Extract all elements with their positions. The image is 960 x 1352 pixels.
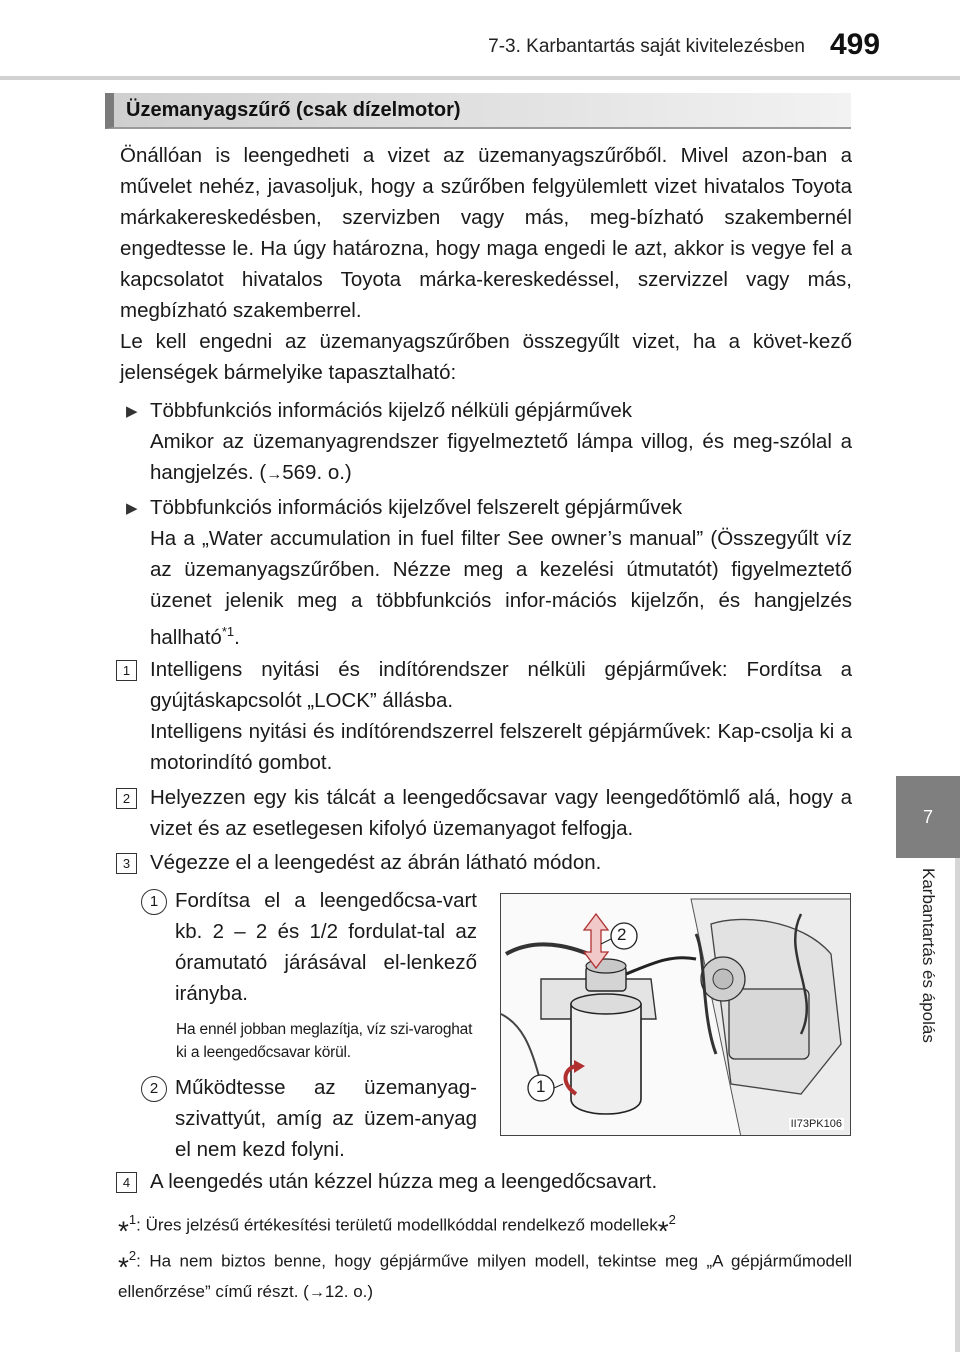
footnote-asterisk: * <box>657 1215 669 1247</box>
footnote-1 <box>118 1208 852 1247</box>
triangle-bullet-icon: ▶ <box>126 403 138 420</box>
chapter-tab: 7 <box>896 776 960 858</box>
footnote-1-num: 1 <box>128 1212 137 1227</box>
substep-circle-number: 1 <box>141 889 167 915</box>
chapter-side-label: Karbantartás és ápolás <box>919 868 938 1043</box>
intro-paragraph-2: Le kell engedni az üzemanyagszűrőben összegyűlt vizet, ha a követ-kező jelenségek bármelyike tapasztalható: <box>120 330 852 384</box>
step-1 <box>150 654 852 778</box>
section-header <box>105 93 851 129</box>
footnote-asterisk: * <box>118 1215 129 1247</box>
header-rule <box>0 76 960 80</box>
figure-callout-2: 2 <box>617 925 627 944</box>
step-number-box: 2 <box>116 788 137 809</box>
step-4-text: A leengedés után kézzel húzza meg a leengedőcsavart. <box>150 1170 658 1193</box>
chapter-header-title: 7-3. Karbantartás saját kivitelezésben <box>488 36 805 57</box>
engine-bay-drawing <box>501 894 851 1136</box>
footnote-asterisk: * <box>118 1251 129 1283</box>
substep-circle-number: 2 <box>141 1076 167 1102</box>
footnote-asterisk: * <box>221 624 227 639</box>
page-ref-arrow-icon: → <box>308 1283 325 1301</box>
footnote-2-ref[interactable]: 12. o.) <box>324 1281 374 1301</box>
condition-1-title: Többfunkciós információs kijelző nélküli gépjárművek <box>150 399 632 422</box>
substep-2-text: Működtesse az üzemanyag-szivattyút, amíg az üzem-anyag el nem kezd folyni. <box>175 1076 477 1161</box>
footnote-1-text: : Üres jelzésű értékesítési területű modellkóddal rendelkező modellek <box>136 1215 658 1235</box>
step-number-box: 4 <box>116 1172 137 1193</box>
sentence-end: . <box>234 625 240 649</box>
step-number-box: 1 <box>116 660 137 681</box>
condition-1-text: Amikor az üzemanyagrendszer figyelmeztető lámpa villog, és meg-szólal a hangjelzés. ( <box>150 430 852 484</box>
triangle-bullet-icon: ▶ <box>126 500 138 517</box>
substep-1-note: Ha ennél jobban meglazítja, víz szi-varoghat ki a leengedőcsavar körül. <box>176 1021 473 1061</box>
step-2-text: Helyezzen egy kis tálcát a leengedőcsavar vagy leengedőtömlő alá, hogy a vizet és az esetlegesen kifolyó üzemanyagot felfogja. <box>150 786 852 840</box>
fuel-filter-illustration <box>500 893 851 1136</box>
footnote-2 <box>118 1244 852 1305</box>
footnote-1-ref-num: 2 <box>668 1212 676 1227</box>
condition-2 <box>150 492 852 653</box>
figure-code: II73PK106 <box>790 1118 842 1130</box>
footnote-ref-1: 1 <box>226 624 235 639</box>
section-title: Üzemanyagszűrő (csak dízelmotor) <box>126 99 461 121</box>
intro-paragraph-1: Önállóan is leengedheti a vizet az üzemanyagszűrőből. Mivel azon-ban a művelet nehéz, javasoljuk, hogy a szűrőben felgyülemlett vizet hivatalos Toyota márkakereskedésben, szervizben vagy más, meg-bízható szakembernél engedtesse le. Ha úgy határozna, hogy maga engedi le azt, akkor is vegye fel a kapcsolatot hivatalos Toyota márka-kereskedéssel, szervizzel vagy más, megbízható szakemberrel. <box>120 144 852 322</box>
step-1-text-2: Intelligens nyitási és indítórendszerrel felszerelt gépjárművek: Kap-csolja ki a motorindító gombot. <box>150 720 852 774</box>
step-number-box: 3 <box>116 853 137 874</box>
substep-1-text: Fordítsa el a leengedőcsa-vart kb. 2 – 2 és 1/2 fordulat-tal az óramutató járásával el-lenkező irányba. <box>175 889 477 1005</box>
step-1-text: Intelligens nyitási és indítórendszer nélküli gépjárművek: Fordítsa a gyújtáskapcsolót „LOCK” állásba. <box>150 658 852 712</box>
footnote-2-text: : Ha nem biztos benne, hogy gépjárműve milyen modell, tekintse meg „A gépjárműmodell ellenőrzése” című részt. ( <box>118 1251 852 1301</box>
condition-1 <box>150 395 852 490</box>
condition-2-title: Többfunkciós információs kijelzővel felszerelt gépjárművek <box>150 496 683 519</box>
condition-1-ref[interactable]: 569. o.) <box>282 461 352 484</box>
condition-2-text: Ha a „Water accumulation in fuel filter See owner’s manual” (Összegyűlt víz az üzemanyagszűrőben. Nézze meg a kezelési útmutatót) figyelmeztető üzenet jelenik meg a többfunkciós infor-mációs kijelzőn, és hangjelzés hallható <box>150 527 852 649</box>
footnote-2-num: 2 <box>128 1248 137 1263</box>
figure-callout-1: 1 <box>536 1077 546 1096</box>
step-3-text: Végezze el a leengedést az ábrán látható módon. <box>150 851 602 874</box>
page-ref-arrow-icon: → <box>266 466 283 483</box>
page-number: 499 <box>830 28 881 61</box>
side-rule <box>955 858 960 1352</box>
